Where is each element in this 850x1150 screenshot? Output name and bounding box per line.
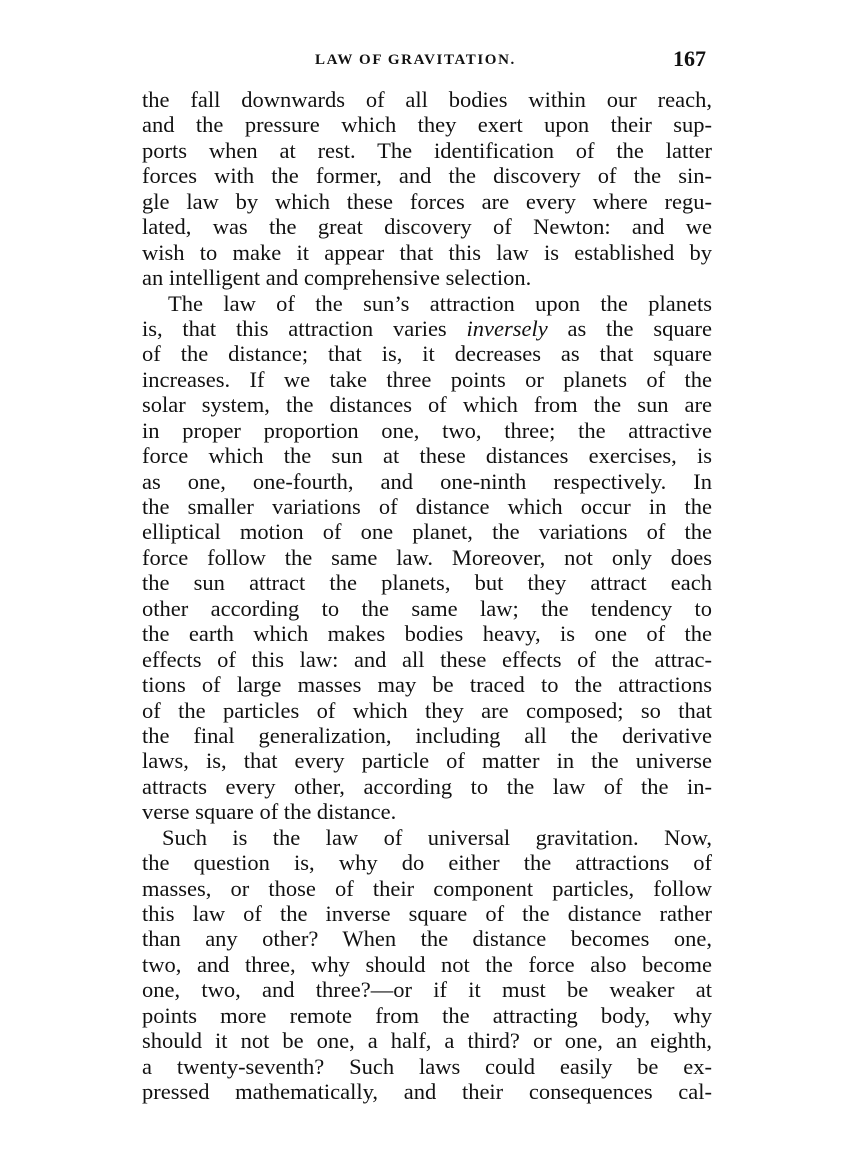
text-line: tions of large masses may be traced to the attractions [142,672,712,698]
text-line: the fall downwards of all bodies within our reach, [142,87,712,112]
paragraph-first-line: The law of the sun’s attraction upon the planets [168,290,712,316]
text-line: the smaller variations of distance which occur in the [142,494,712,519]
emphasis-inversely: inversely [466,315,548,341]
running-header [140,46,712,76]
page-number: 167 [673,46,706,71]
text-line: and the pressure which they exert upon their sup- [142,112,712,138]
text-line: two, and three, why should not the force also become [142,951,712,977]
paragraph-first-line: Such is the law of universal gravitation. Now, [162,824,712,850]
text-line: effects of this law: and all these effects of the attrac- [142,646,712,672]
text-line: pressed mathematically, and their consequences cal- [142,1079,712,1105]
body-text [142,87,712,1105]
text-line: of the distance; that is, it decreases as that square [142,341,712,367]
text-line: laws, is, that every particle of matter in the universe [142,748,712,774]
text-line: an intelligent and comprehensive selection. [142,265,532,291]
text-line: one, two, and three?—or if it must be weaker at [142,977,712,1003]
text-line: as one, one-fourth, and one-ninth respectively. In [142,468,712,494]
text-line: other according to the same law; the tendency to [142,595,712,621]
text-line: this law of the inverse square of the distance rather [142,901,712,926]
text-line: masses, or those of their component particles, follow [142,875,712,901]
text-line: the sun attract the planets, but they attract each [142,570,712,596]
text-line: a twenty-seventh? Such laws could easily be ex- [142,1053,712,1079]
text-line: points more remote from the attracting body, why [142,1002,712,1028]
text-line: solar system, the distances of which from the sun are [142,392,712,418]
text-line: the earth which makes bodies heavy, is one of the [142,621,712,647]
text-line: gle law by which these forces are every where regu- [142,188,712,214]
text-line: wish to make it appear that this law is established by [142,239,712,265]
text-line: attracts every other, according to the law of the in- [142,773,712,799]
text-line: increases. If we take three points or planets of the [142,366,712,392]
text-line: than any other? When the distance becomes one, [142,926,712,952]
text-line: lated, was the great discovery of Newton: and we [142,214,712,240]
text-line-with-emphasis [142,316,712,341]
text-line: the question is, why do either the attractions of [142,850,712,876]
text-line: in proper proportion one, two, three; the attractive [142,417,712,443]
text-line: of the particles of which they are composed; so that [142,697,712,723]
text-fragment: as the square [567,315,713,341]
text-line: the final generalization, including all the derivative [142,722,712,748]
text-line: forces with the former, and the discovery of the sin- [142,163,712,189]
running-title: LAW OF GRAVITATION. [315,52,516,68]
text-line: force which the sun at these distances exercises, is [142,443,712,469]
text-line: elliptical motion of one planet, the variations of the [142,519,712,545]
text-fragment: is, that this attraction varies [142,315,447,341]
text-line: ports when at rest. The identification of the latter [142,137,712,163]
text-line: verse square of the distance. [142,799,397,825]
text-line: force follow the same law. Moreover, not only does [142,544,712,570]
text-line: should it not be one, a half, a third? or one, an eighth, [142,1028,712,1054]
